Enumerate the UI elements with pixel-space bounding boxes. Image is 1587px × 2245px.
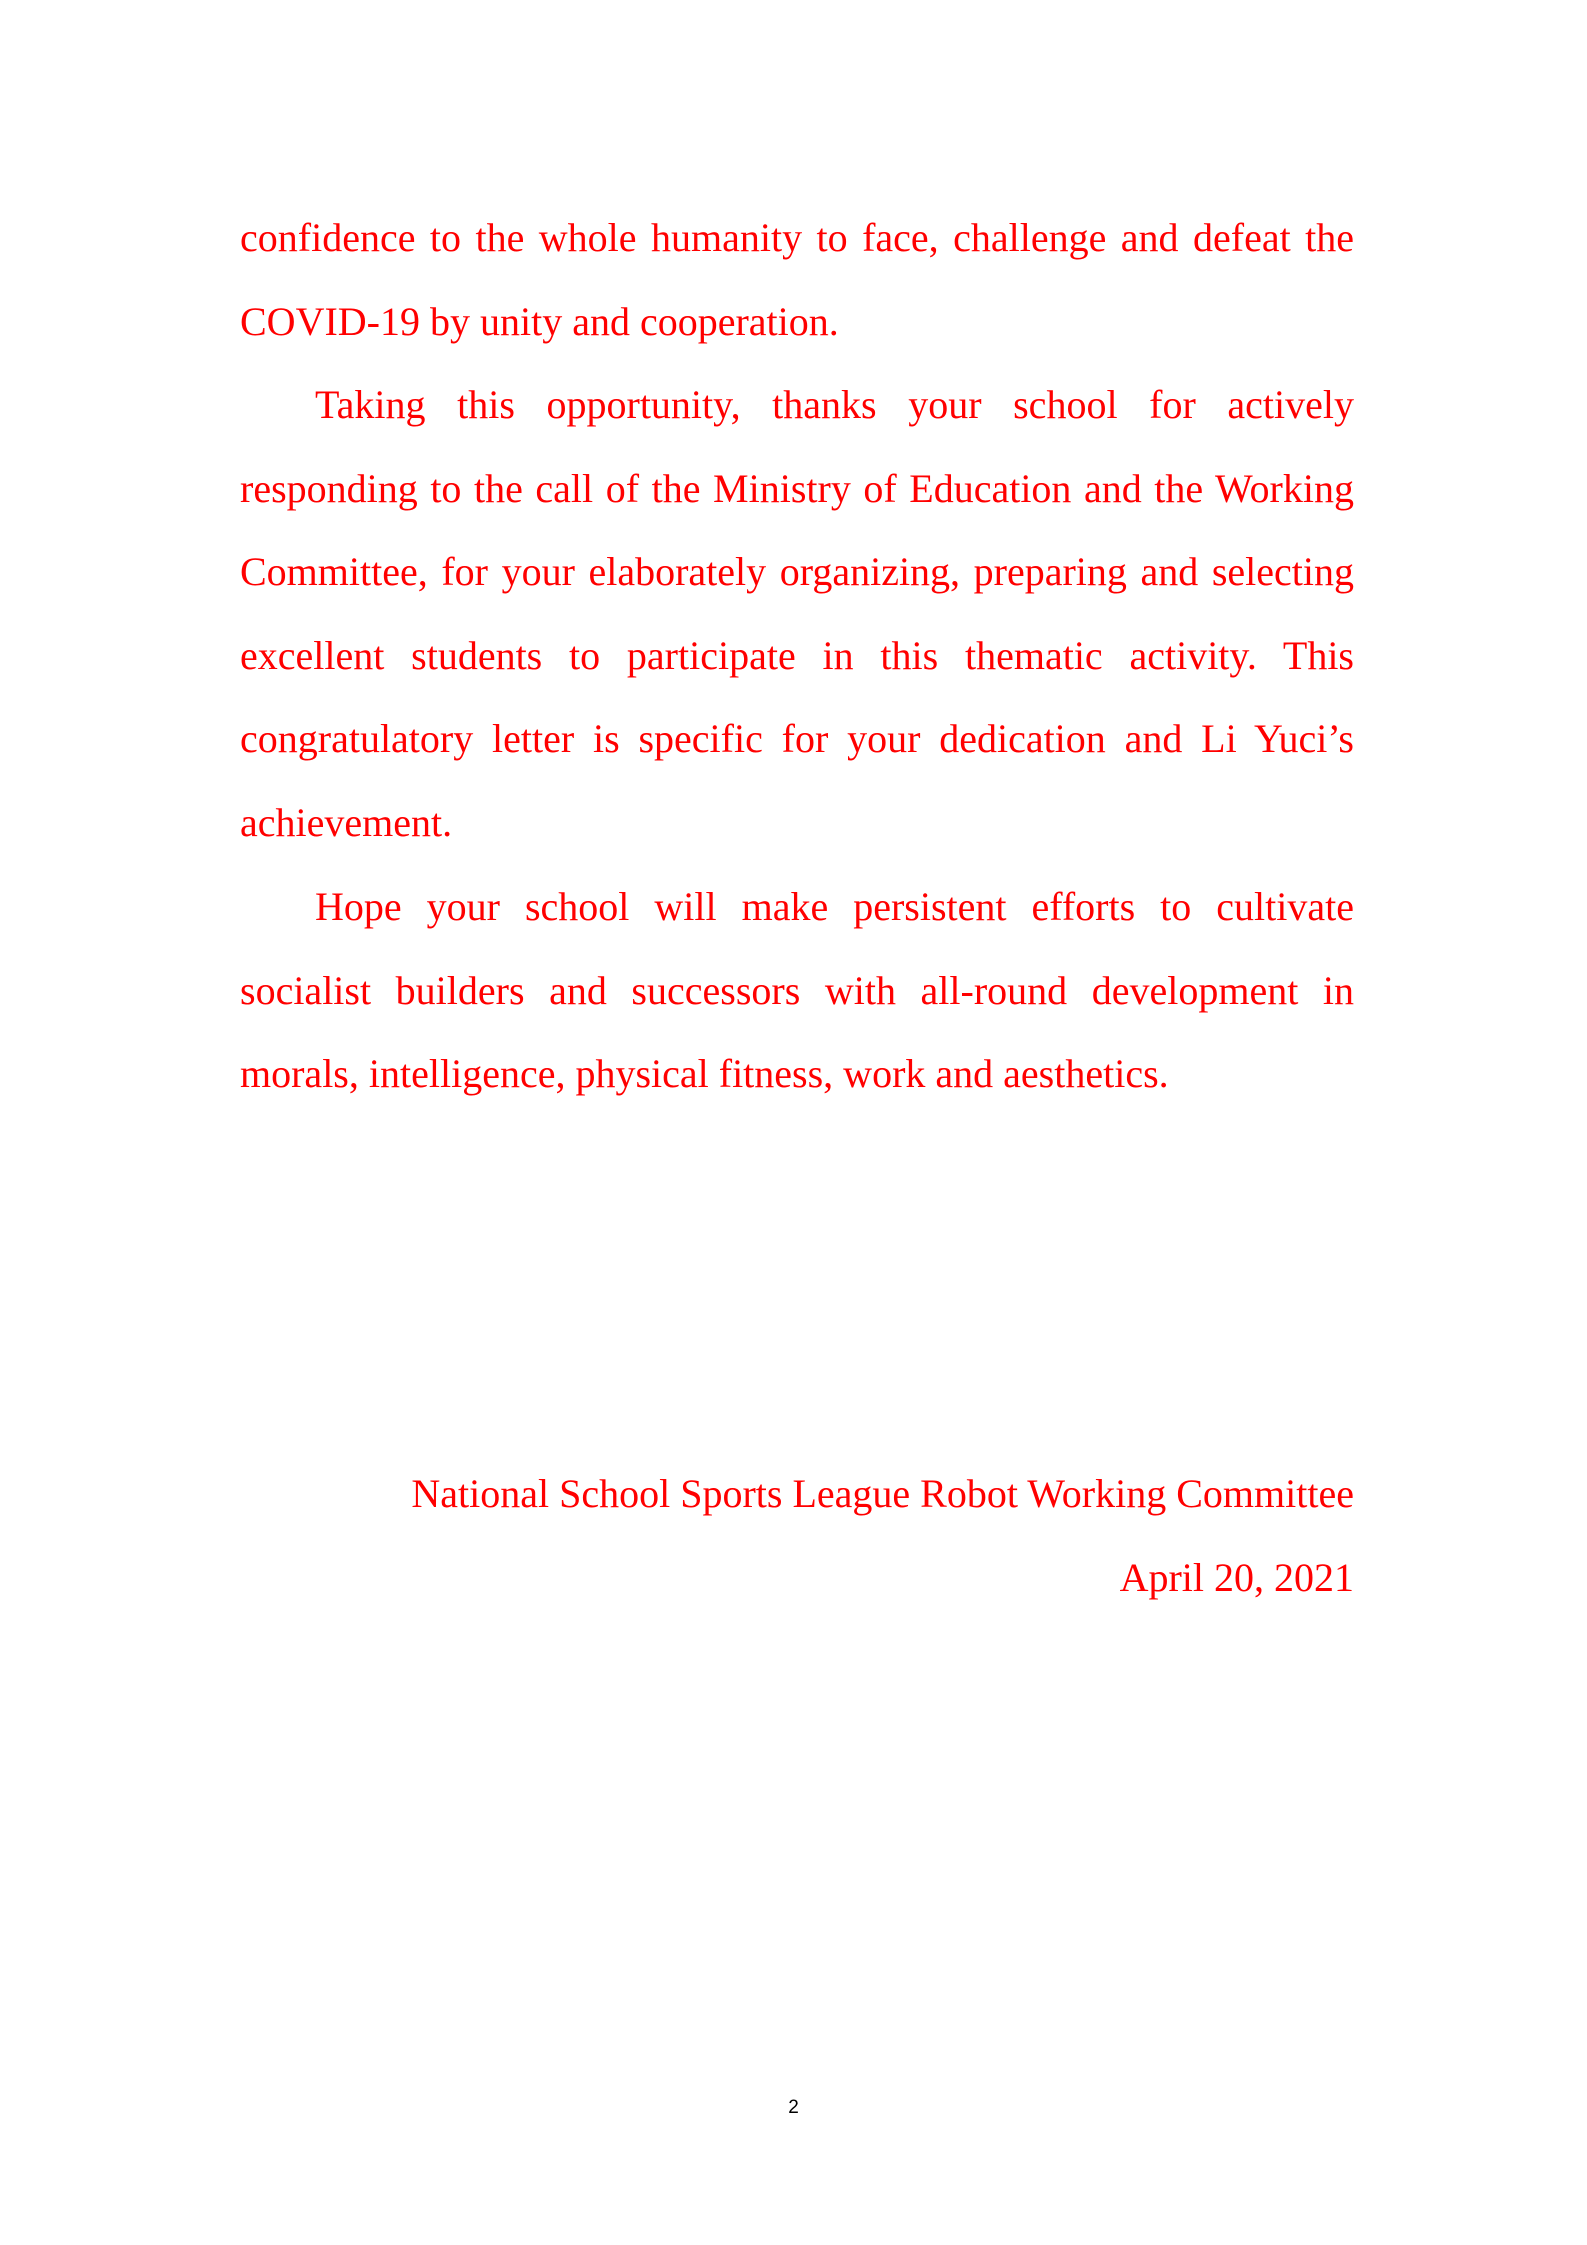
paragraph-thanks: Taking this opportunity, thanks your school for actively responding to the call of the Ministry of Education and the Working Committee, for your elaborately organizing, preparing and selecting excellent students to participate in this thematic activity. This congratulatory letter is specific for your dedication and Li Yuci’s achievement. <box>240 382 1354 845</box>
page-number: 2 <box>788 2097 799 2118</box>
signature-date: April 20, 2021 <box>1119 1554 1354 1600</box>
signature-block <box>411 1452 1354 1619</box>
signature-organization: National School Sports League Robot Working Committee <box>411 1471 1354 1516</box>
paragraph-hope: Hope your school will make persistent efforts to cultivate socialist builders and successors with all-round development in morals, intelligence, physical fitness, work and aesthetics. <box>240 884 1354 1096</box>
paragraph-continuation: confidence to the whole humanity to face, challenge and defeat the COVID-19 by unity and cooperation. <box>240 215 1354 344</box>
